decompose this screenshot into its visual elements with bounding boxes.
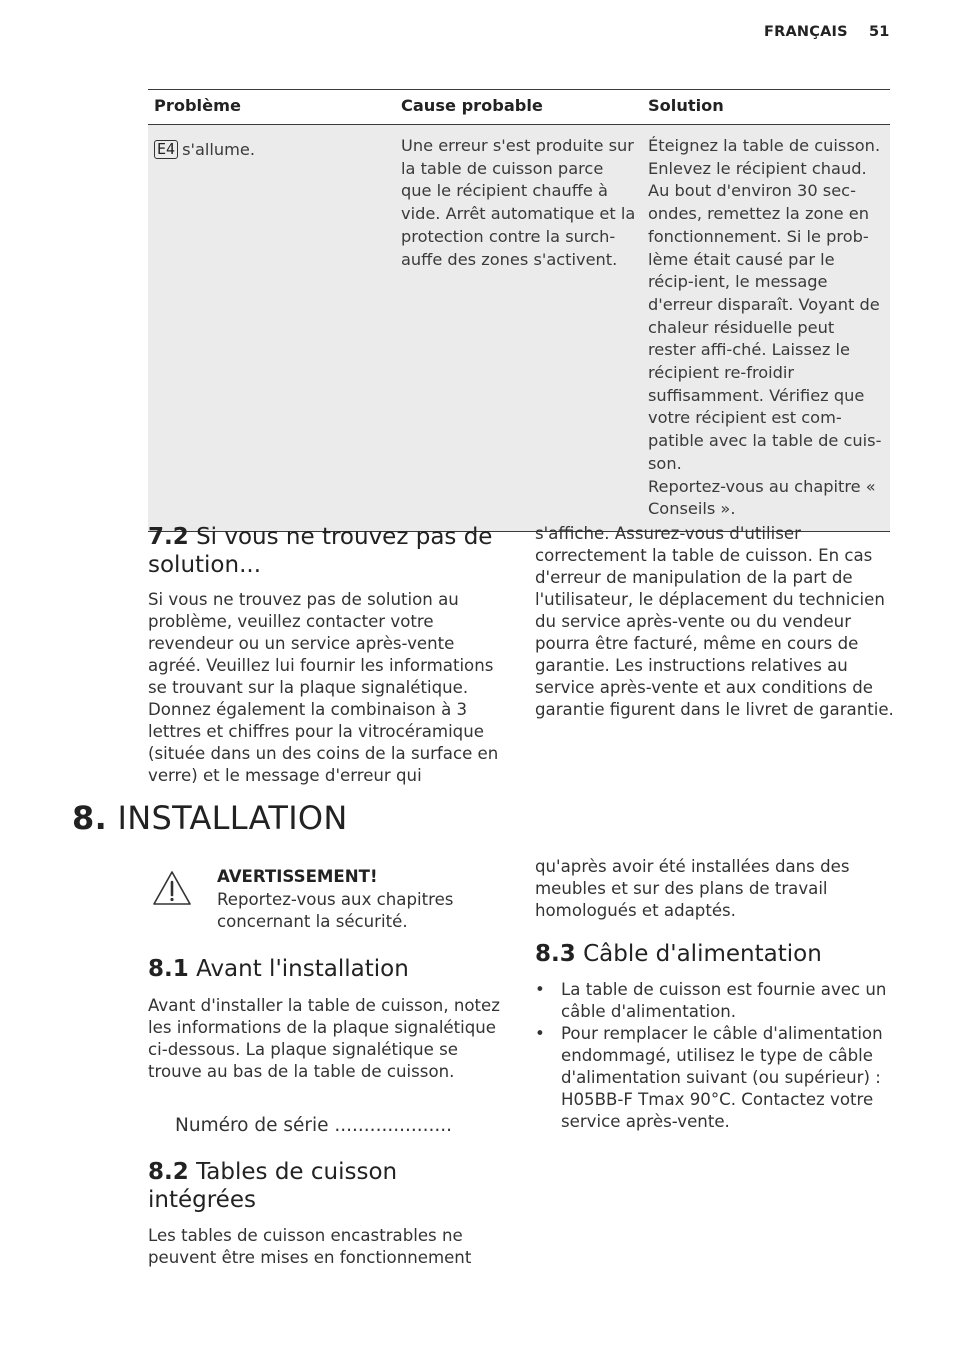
section-8-3-bullet-list bbox=[535, 979, 895, 1133]
section-8-1-title bbox=[148, 955, 508, 983]
section-8-2-title bbox=[148, 1158, 448, 1214]
problem-cell bbox=[148, 125, 395, 532]
chapter-title-text: INSTALLATION bbox=[117, 799, 348, 837]
section-8-1-text: Avant d'installer la table de cuisson, notez les informations de la plaque signalétique ci-dessous. La plaque signalétique se trouve au bas de la table de cuisson. bbox=[148, 996, 500, 1081]
solution-text: Éteignez la table de cuisson. Enlevez le récipient chaud. Au bout d'environ 30 sec-ondes, remettez la zone en fonctionnement. Si le prob-lème était causé par le récip-ient, le message d'erreur disparaît. Voyant de chaleur résiduelle peut rester affi-ché. Laissez le récipient re-froidir suffisamment. Vérifiez que votre récipient est com-patible avec la table de cuis-son. bbox=[648, 136, 882, 473]
section-title-text: Si vous ne trouvez pas de solution... bbox=[148, 524, 493, 578]
cause-text: Une erreur s'est produite sur la table de cuisson parce que le récipient chauffe à vide. Arrêt automatique et la protection contre la surch-auffe des zones s'activent. bbox=[401, 136, 636, 269]
warning-triangle-icon bbox=[152, 870, 192, 906]
table-row bbox=[148, 125, 890, 532]
section-7-2-text-right: s'affiche. Assurez-vous d'utiliser correctement la table de cuisson. En cas d'erreur de manipulation de la part de l'utilisateur, le déplacement du technicien du service après-vente ou du vendeur pourra être facturé, même en cours de garantie. Les instructions relatives au service après-vente et aux conditions de garantie figurent dans le livret de garantie. bbox=[535, 524, 894, 719]
cause-cell bbox=[395, 125, 642, 532]
error-code-display-icon: E4 bbox=[154, 140, 178, 159]
header-language: FRANÇAIS bbox=[764, 24, 848, 40]
table-header-row bbox=[148, 90, 890, 125]
solution-cell bbox=[642, 125, 890, 532]
bullet-icon: • bbox=[535, 980, 545, 999]
problem-text: s'allume. bbox=[182, 140, 255, 159]
solution-reference: Reportez-vous au chapitre « Conseils ». bbox=[648, 476, 876, 519]
section-8-2-text-right: qu'après avoir été installées dans des meubles et sur des plans de travail homologués et adaptés. bbox=[535, 857, 850, 920]
chapter-8-title bbox=[72, 798, 348, 838]
serial-number-field: Numéro de série .................... bbox=[175, 1115, 453, 1136]
list-item bbox=[535, 1023, 895, 1133]
section-number: 8.3 bbox=[535, 941, 576, 967]
section-title-text: Avant l'installation bbox=[196, 956, 409, 982]
section-8-3-title bbox=[535, 940, 895, 968]
section-number: 8.1 bbox=[148, 956, 189, 982]
section-title-text: Tables de cuisson intégrées bbox=[148, 1159, 398, 1213]
warning-title: AVERTISSEMENT! bbox=[217, 867, 378, 886]
column-header-problem: Problème bbox=[148, 90, 395, 125]
list-item-text: La table de cuisson est fournie avec un câble d'alimentation. bbox=[561, 980, 887, 1021]
bullet-icon: • bbox=[535, 1024, 545, 1043]
warning-text: Reportez-vous aux chapitres concernant la sécurité. bbox=[217, 890, 454, 931]
page-number: 51 bbox=[869, 24, 890, 40]
section-title-text: Câble d'alimentation bbox=[583, 941, 822, 967]
chapter-number: 8. bbox=[72, 799, 108, 837]
list-item-text: Pour remplacer le câble d'alimentation endommagé, utilisez le type de câble d'alimentation suivant (ou supérieur) : H05BB-F Tmax 90°C. Contactez votre service après-vente. bbox=[561, 1024, 883, 1131]
list-item bbox=[535, 979, 895, 1023]
section-7-2-title bbox=[148, 523, 508, 579]
section-8-2-text-left: Les tables de cuisson encastrables ne peuvent être mises en fonctionnement bbox=[148, 1226, 472, 1267]
troubleshooting-table bbox=[148, 89, 890, 532]
column-header-solution: Solution bbox=[642, 90, 890, 125]
section-7-2-text-left: Si vous ne trouvez pas de solution au problème, veuillez contacter votre revendeur ou un service après-vente agréé. Veuillez lui fournir les informations se trouvant sur la plaque signalétique. Donnez également la combinaison à 3 lettres et chiffres pour la vitrocéramique (située dans un des coins de la surface en verre) et le message d'erreur qui bbox=[148, 590, 499, 785]
column-header-cause: Cause probable bbox=[395, 90, 642, 125]
section-number: 7.2 bbox=[148, 524, 189, 550]
section-number: 8.2 bbox=[148, 1159, 189, 1185]
